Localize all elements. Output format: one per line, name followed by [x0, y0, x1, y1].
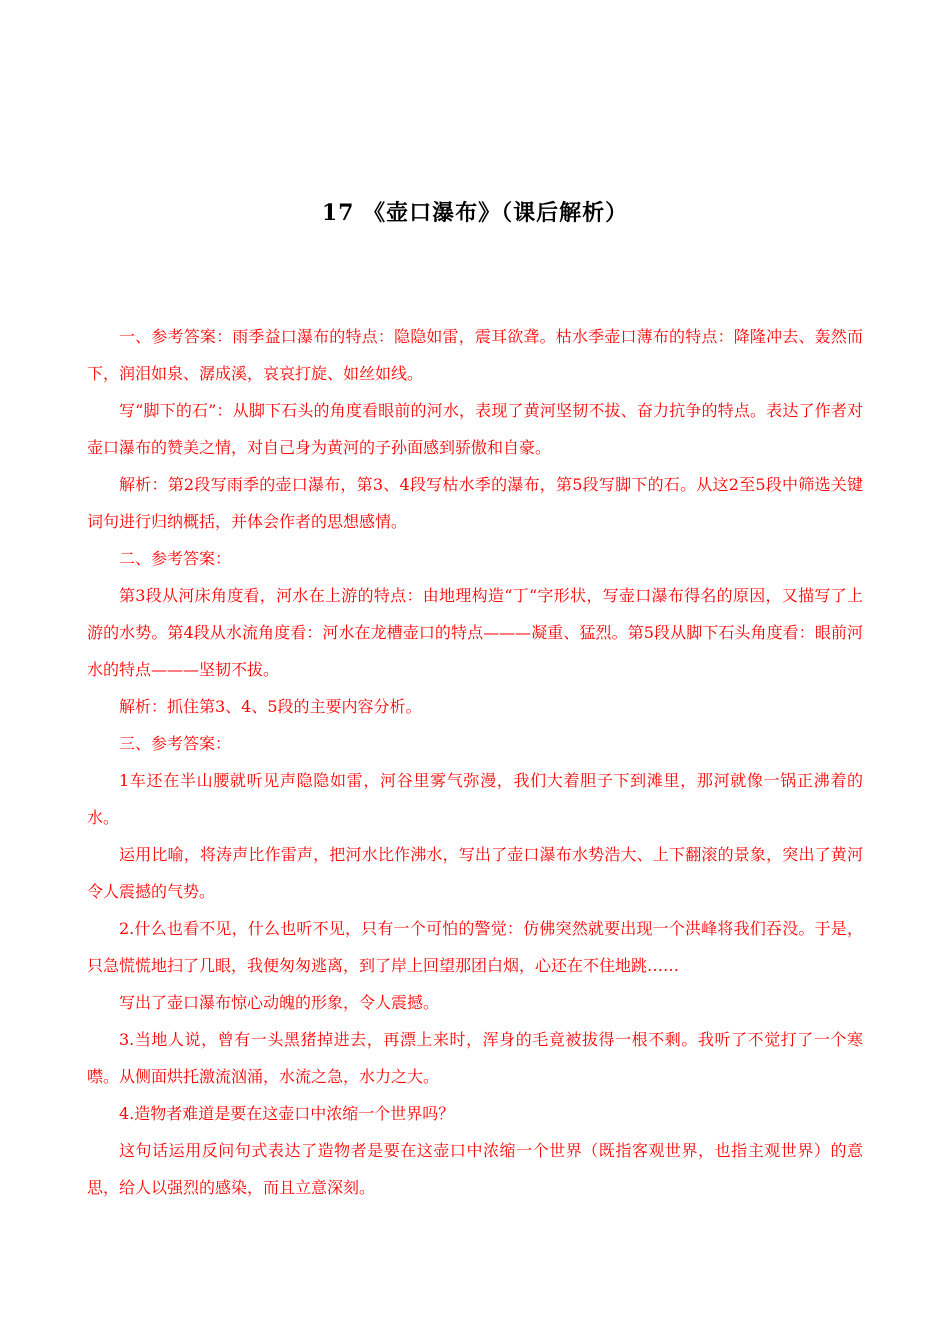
document-body: [87, 318, 863, 1206]
paragraph-answer-2: 第3段从河床角度看，河水在上游的特点：由地理构造“丁“字形状，写壶口瀑布得名的原因，又描写了上游的水势。第4段从水流角度看：河水在龙槽壶口的特点———凝重、猛烈。第5段从脚下石头角度看：眼前河水的特点———坚韧不拔。: [87, 586, 863, 679]
paragraph-answer-1-stone: 写“脚下的石”：从脚下石头的角度看眼前的河水，表现了黄河坚韧不拔、奋力抗争的特点。表达了作者对壶口瀑布的赞美之情，对自己身为黄河的子孙面感到骄傲和自豪。: [87, 401, 863, 457]
paragraph-analysis-2: 解析：抓住第3、4、5段的主要内容分析。: [119, 697, 422, 716]
paragraph-quote-1: 1车还在半山腰就听见声隐隐如雷，河谷里雾气弥漫，我们大着胆子下到滩里，那河就像一锅正沸着的水。: [87, 771, 863, 827]
paragraph-comment-1: 运用比喻，将涛声比作雷声，把河水比作沸水，写出了壶口瀑布水势浩大、上下翻滚的景象，突出了黄河令人震撼的气势。: [87, 845, 863, 901]
paragraph-comment-4: 这句话运用反问句式表达了造物者是要在这壶口中浓缩一个世界（既指客观世界，也指主观世界）的意思，给人以强烈的感染，而且立意深刻。: [87, 1141, 863, 1197]
paragraph-analysis-1: 解析：第2段写雨季的壶口瀑布，第3、4段写枯水季的瀑布，第5段写脚下的石。从这2至5段中筛选关键词句进行归纳概括，并体会作者的思想感情。: [87, 475, 863, 531]
paragraph-heading-3: 三、参考答案：: [119, 734, 232, 753]
paragraph-answer-1: 一、参考答案：雨季益口瀑布的特点：隐隐如雷，震耳欲聋。枯水季壶口薄布的特点：降隆冲去、轰然而下，润泪如泉、潺成溪，哀哀打旋、如丝如线。: [87, 327, 863, 383]
page-title: 17 《壶口瀑布》（课后解析）: [321, 200, 629, 226]
paragraph-heading-2: 二、参考答案：: [119, 549, 232, 568]
paragraph-quote-3: 3.当地人说，曾有一头黑猪掉进去，再漂上来时，浑身的毛竟被拔得一根不剩。我听了不觉打了一个寒噤。从侧面烘托激流汹涌，水流之急，水力之大。: [87, 1030, 863, 1086]
paragraph-quote-4: 4.造物者难道是要在这壶口中浓缩一个世界吗？: [119, 1104, 455, 1123]
paragraph-comment-2: 写出了壶口瀑布惊心动魄的形象，令人震撼。: [119, 993, 440, 1012]
paragraph-quote-2: 2.什么也看不见，什么也听不见，只有一个可怕的警觉：仿佛突然就要出现一个洪峰将我们吞没。于是，只急慌慌地扫了几眼，我便匆匆逃离，到了岸上回望那团白烟，心还在不住地跳……: [87, 919, 863, 975]
